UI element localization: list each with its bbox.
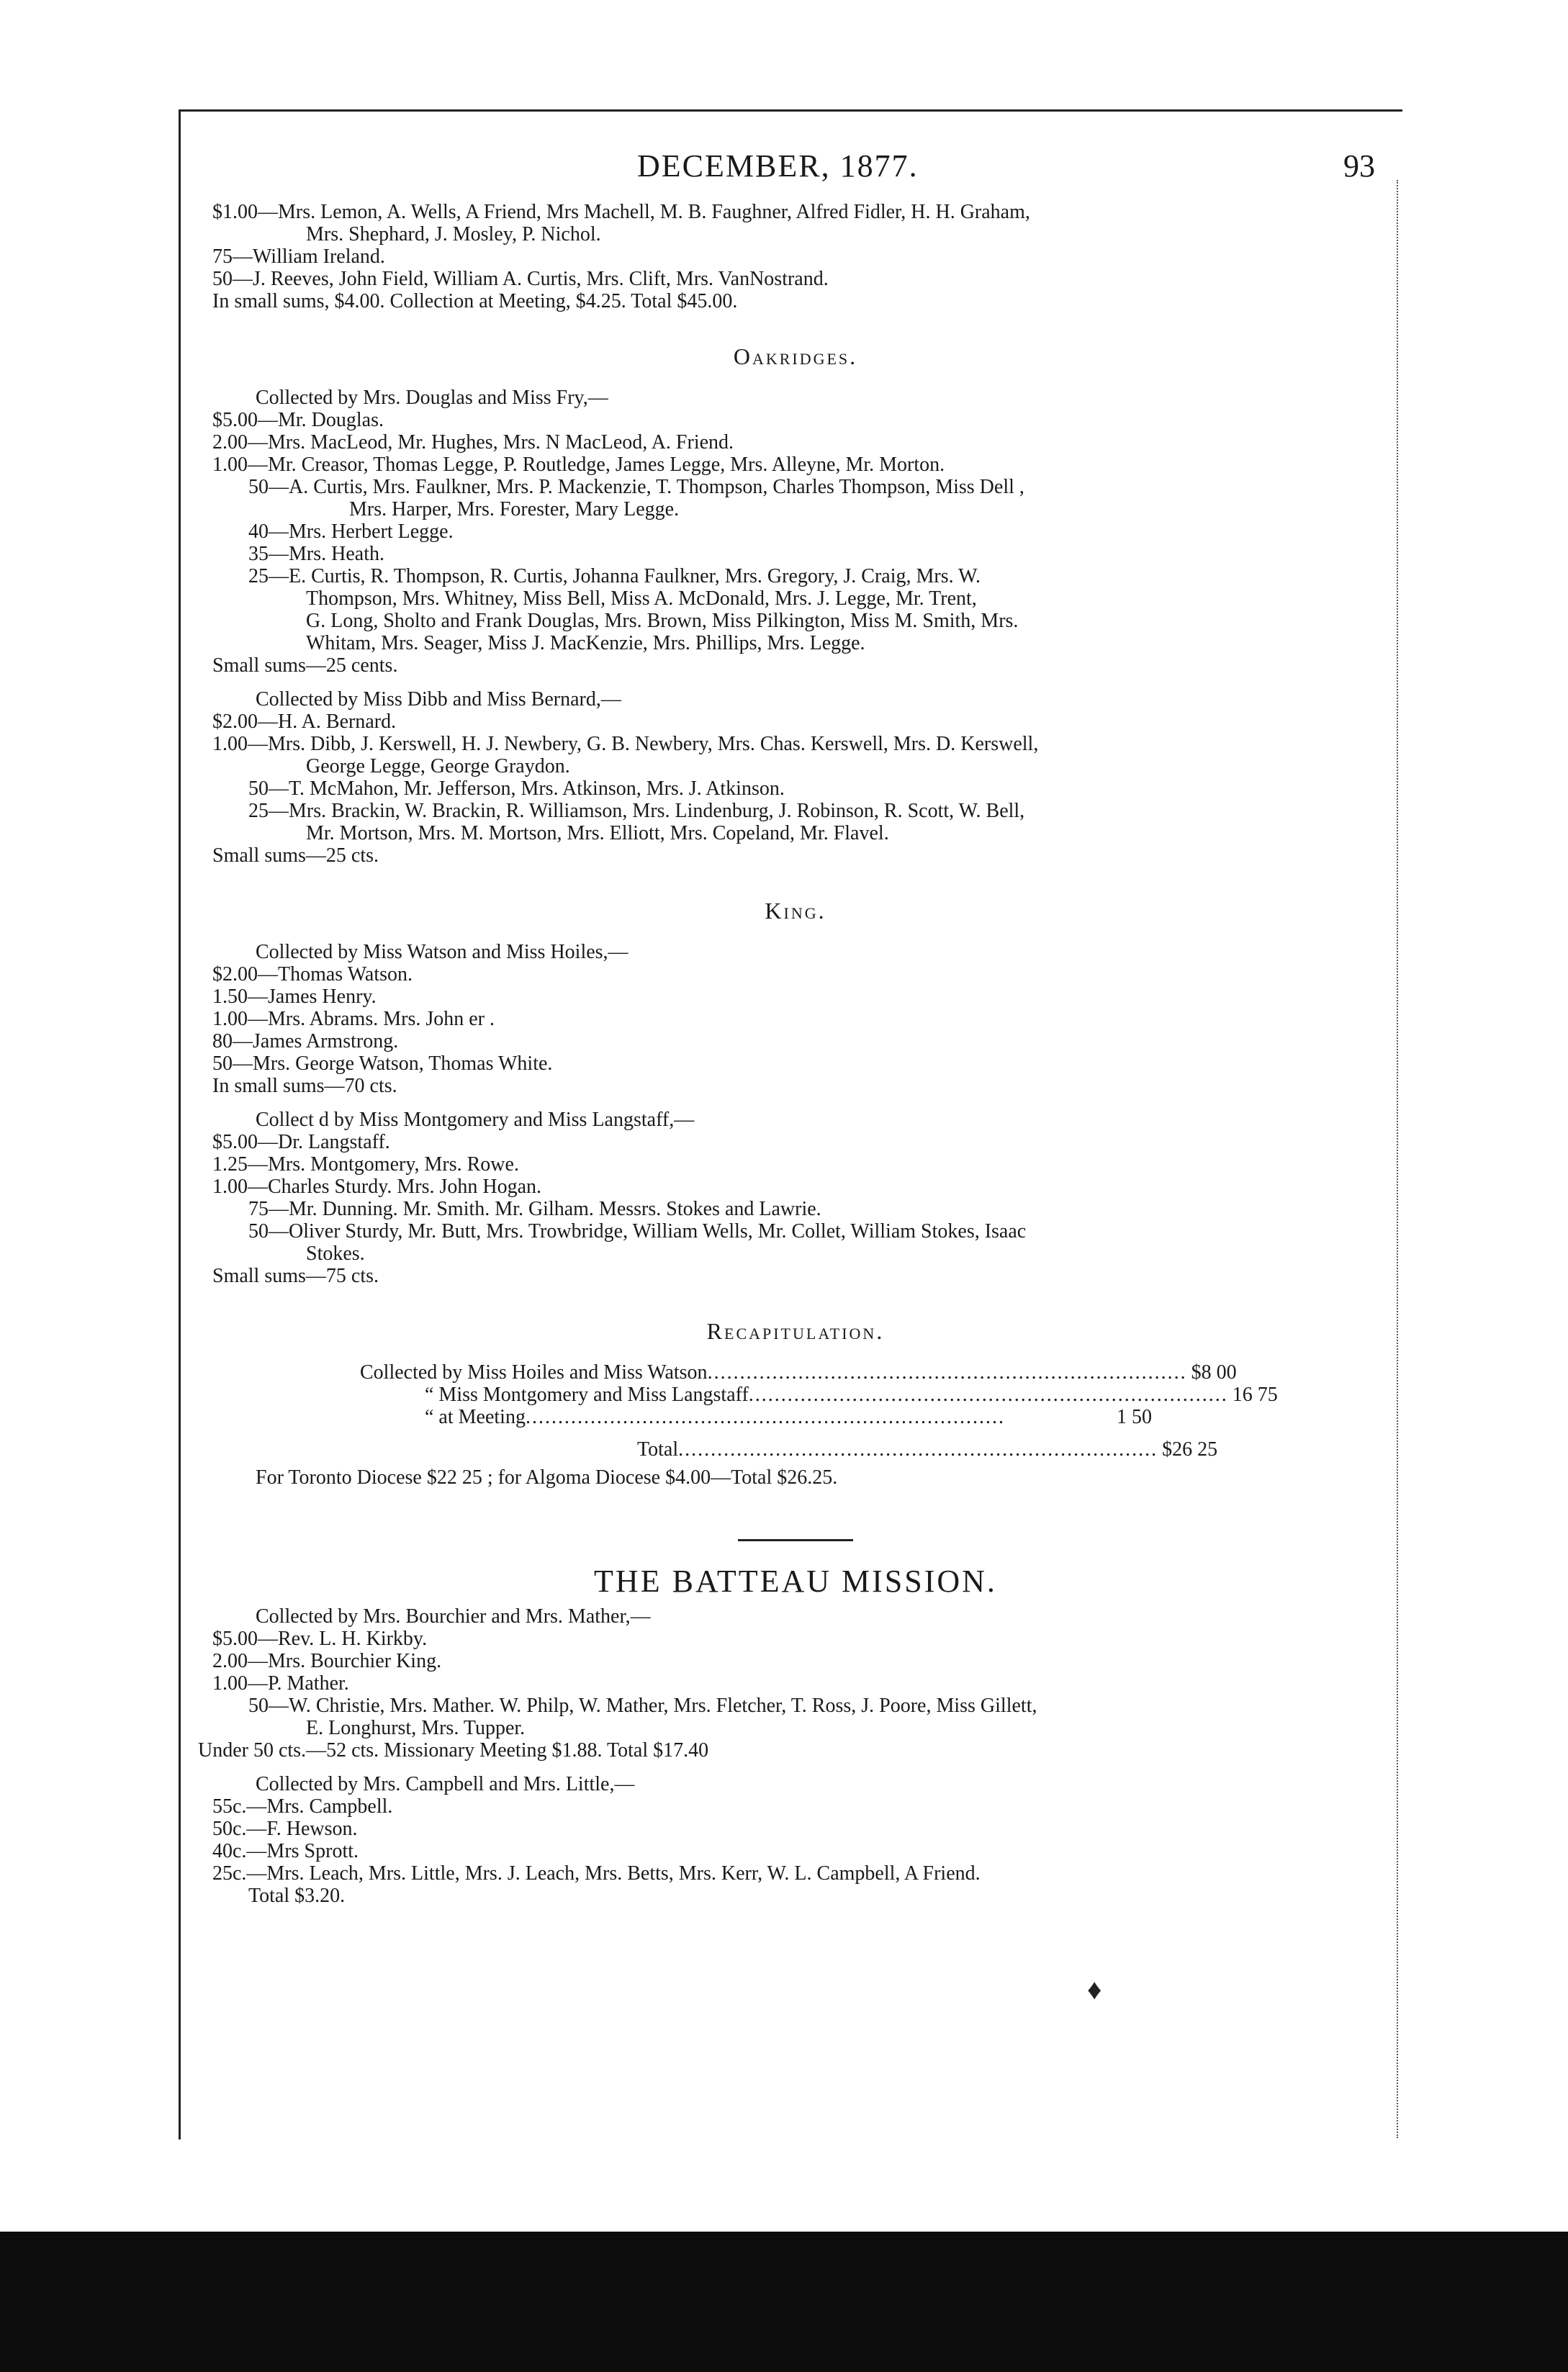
page-header (198, 148, 1393, 191)
list-item: Thompson, Mrs. Whitney, Miss Bell, Miss A. McDonald, Mrs. J. Legge, Mr. Trent, (306, 587, 977, 610)
collector-line: Collect d by Miss Montgomery and Miss Langstaff,— (256, 1109, 695, 1131)
donation-list (198, 1795, 1393, 1907)
list-item: Stokes. (306, 1243, 365, 1265)
list-item: 25—Mrs. Brackin, W. Brackin, R. Williamson, Mrs. Lindenburg, J. Robinson, R. Scott, W. Bell, (248, 800, 1025, 822)
recap-label: “ at Meeting (425, 1406, 526, 1428)
donation-list (198, 1131, 1393, 1287)
document-page (198, 148, 1393, 1907)
recap-row (198, 1406, 1152, 1428)
list-item: $5.00—Mr. Douglas. (212, 409, 384, 431)
section-title-recap: Recapitulation. (706, 1318, 885, 1344)
recap-amount: $8 00 (1191, 1361, 1237, 1384)
diocese-summary: For Toronto Diocese $22 25 ; for Algoma Diocese $4.00—Total $26.25. (256, 1466, 838, 1489)
recap-amount: 16 75 (1232, 1384, 1278, 1406)
collector-line: Collected by Mrs. Bourchier and Mrs. Mather,— (256, 1605, 651, 1628)
list-item: Mrs. Harper, Mrs. Forester, Mary Legge. (349, 498, 680, 520)
list-item: 25c.—Mrs. Leach, Mrs. Little, Mrs. J. Leach, Mrs. Betts, Mrs. Kerr, W. L. Campbell, A Friend. (212, 1862, 981, 1885)
list-item: 35—Mrs. Heath. (248, 543, 384, 565)
list-item: 50—Mrs. George Watson, Thomas White. (212, 1052, 553, 1075)
list-item: 2.00—Mrs. Bourchier King. (212, 1650, 442, 1672)
donation-list (198, 711, 1393, 867)
recap-label: “ Miss Montgomery and Miss Langstaff (425, 1384, 749, 1406)
intro-list (198, 201, 1393, 312)
batteau-summary: Under 50 cts.—52 cts. Missionary Meeting $1.88. Total $17.40 (198, 1739, 709, 1762)
list-item: 50—W. Christie, Mrs. Mather. W. Philp, W. Mather, Mrs. Fletcher, T. Ross, J. Poore, Miss Gillett, (248, 1695, 1037, 1717)
list-item: 55c.—Mrs. Campbell. (212, 1795, 393, 1818)
list-item: In small sums, $4.00. Collection at Meeting, $4.25. Total $45.00. (212, 290, 738, 312)
list-item: 1.00—Mrs. Dibb, J. Kerswell, H. J. Newbery, G. B. Newbery, Mrs. Chas. Kerswell, Mrs. D. Kerswell, (212, 733, 1039, 755)
recap-leader: .......................................................................... (525, 1406, 1005, 1428)
collector-line: Collected by Mrs. Douglas and Miss Fry,— (256, 387, 608, 409)
small-sums: Small sums—25 cents. (212, 654, 398, 677)
recap-total-row (198, 1438, 1218, 1461)
recap-leader: .......................................................................... (678, 1438, 1158, 1461)
list-item: 80—James Armstrong. (212, 1030, 399, 1052)
small-sums: Small sums—75 cts. (212, 1265, 379, 1287)
recap-leader: .......................................................................... (707, 1361, 1187, 1384)
list-item: 1.00—Mrs. Abrams. Mrs. John er . (212, 1008, 495, 1030)
page-number: 93 (1343, 148, 1375, 184)
recap-leader: .......................................................................... (748, 1384, 1228, 1406)
collector-line: Collected by Mrs. Campbell and Mrs. Little,— (256, 1773, 635, 1795)
small-sums: Small sums—25 cts. (212, 844, 379, 867)
recap-label: Collected by Miss Hoiles and Miss Watson (360, 1361, 708, 1384)
recap-row (198, 1361, 1237, 1384)
list-item: $2.00—Thomas Watson. (212, 963, 413, 986)
list-item: $5.00—Dr. Langstaff. (212, 1131, 390, 1153)
list-item: Whitam, Mrs. Seager, Miss J. MacKenzie, Mrs. Phillips, Mrs. Legge. (306, 632, 865, 654)
section-divider (738, 1539, 853, 1541)
list-item: 1.00—Mr. Creasor, Thomas Legge, P. Routledge, James Legge, Mrs. Alleyne, Mr. Morton. (212, 454, 945, 476)
list-item: $2.00—H. A. Bernard. (212, 711, 397, 733)
list-item: 50—T. McMahon, Mr. Jefferson, Mrs. Atkinson, Mrs. J. Atkinson. (248, 777, 785, 800)
list-item: 50—Oliver Sturdy, Mr. Butt, Mrs. Trowbridge, William Wells, Mr. Collet, William Stokes, Isaac (248, 1220, 1027, 1243)
list-item: 50c.—F. Hewson. (212, 1818, 358, 1840)
recap-row (198, 1384, 1278, 1406)
list-item: 75—William Ireland. (212, 245, 385, 268)
section-title-oakridges: Oakridges. (733, 343, 858, 369)
list-item: 75—Mr. Dunning. Mr. Smith. Mr. Gilham. Messrs. Stokes and Lawrie. (248, 1198, 821, 1220)
list-item: $5.00—Rev. L. H. Kirkby. (212, 1628, 428, 1650)
recap-total-amount: $26 25 (1162, 1438, 1218, 1461)
list-item: G. Long, Sholto and Frank Douglas, Mrs. Brown, Miss Pilkington, Miss M. Smith, Mrs. (306, 610, 1019, 632)
list-item: Mrs. Shephard, J. Mosley, P. Nichol. (306, 223, 601, 245)
scan-edge-shadow (0, 2232, 1568, 2372)
recap-table (198, 1361, 1393, 1461)
batteau-total: Total $3.20. (248, 1885, 346, 1907)
donation-list (198, 409, 1393, 677)
list-item: 1.50—James Henry. (212, 986, 377, 1008)
page-border-left (179, 109, 181, 2139)
list-item: George Legge, George Graydon. (306, 755, 570, 777)
list-item: 50—A. Curtis, Mrs. Faulkner, Mrs. P. Mackenzie, T. Thompson, Charles Thompson, Miss Dell , (248, 476, 1024, 498)
list-item: 50—J. Reeves, John Field, William A. Curtis, Mrs. Clift, Mrs. VanNostrand. (212, 268, 829, 290)
page-border-top (179, 109, 1402, 112)
list-item: Mr. Mortson, Mrs. M. Mortson, Mrs. Elliott, Mrs. Copeland, Mr. Flavel. (306, 822, 889, 844)
section-title-king: King. (765, 898, 826, 924)
recap-total-label: Total (637, 1438, 679, 1461)
list-item: 1.00—P. Mather. (212, 1672, 349, 1695)
page-title: DECEMBER, 1877. (637, 148, 919, 184)
list-item: 25—E. Curtis, R. Thompson, R. Curtis, Johanna Faulkner, Mrs. Gregory, J. Craig, Mrs. W. (248, 565, 981, 587)
list-item: 1.00—Charles Sturdy. Mrs. John Hogan. (212, 1176, 542, 1198)
list-item: $1.00—Mrs. Lemon, A. Wells, A Friend, Mrs Machell, M. B. Faughner, Alfred Fidler, H. H. Graham, (212, 201, 1030, 223)
section-title-batteau: THE BATTEAU MISSION. (594, 1564, 997, 1599)
list-item: E. Longhurst, Mrs. Tupper. (306, 1717, 526, 1739)
collector-line: Collected by Miss Watson and Miss Hoiles,— (256, 941, 628, 963)
donation-list (198, 1628, 1393, 1762)
list-item: 2.00—Mrs. MacLeod, Mr. Hughes, Mrs. N MacLeod, A. Friend. (212, 431, 734, 454)
small-sums: In small sums—70 cts. (212, 1075, 397, 1097)
ink-spot: ♦ (1087, 1973, 1102, 2006)
list-item: 1.25—Mrs. Montgomery, Mrs. Rowe. (212, 1153, 519, 1176)
recap-amount: 1 50 (1117, 1406, 1152, 1428)
page-border-right (1397, 180, 1398, 2138)
list-item: 40—Mrs. Herbert Legge. (248, 520, 454, 543)
collector-line: Collected by Miss Dibb and Miss Bernard,— (256, 688, 621, 711)
donation-list (198, 963, 1393, 1097)
list-item: 40c.—Mrs Sprott. (212, 1840, 359, 1862)
